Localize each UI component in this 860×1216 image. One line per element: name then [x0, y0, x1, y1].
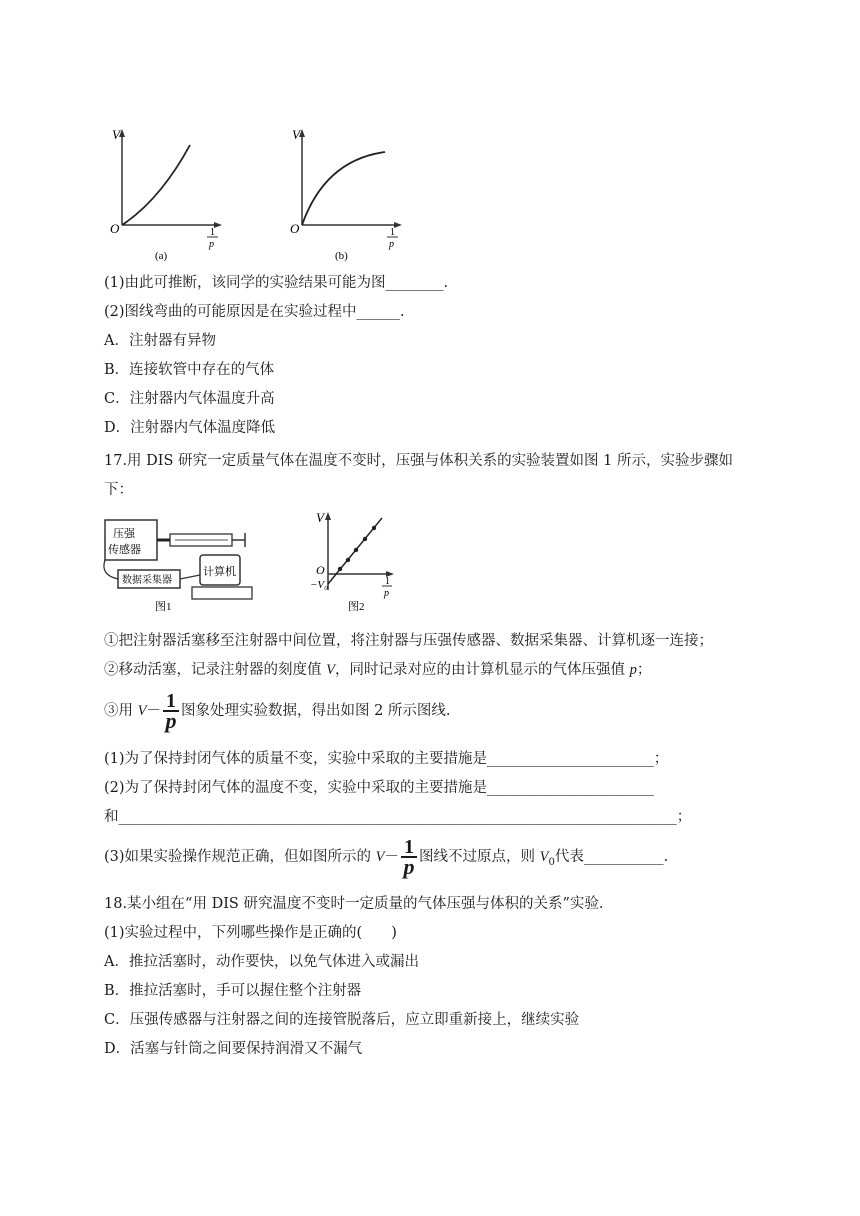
figure-a-origin: O	[110, 221, 120, 236]
figure-a-x-num: 1	[210, 227, 215, 238]
q17-step2-v: V	[326, 662, 335, 678]
q17-step3	[104, 690, 451, 732]
q17-step2-end: ；	[636, 662, 652, 678]
q17-step3-post: 图象处理实验数据，得出如图 2 所示图线.	[180, 703, 451, 719]
q17-step2	[104, 660, 651, 680]
figure-b-origin: O	[290, 221, 300, 236]
q17-sub3-dash: －	[384, 849, 400, 865]
q17-stem-line1: 17.用 DIS 研究一定质量气体在温度不变时，压强与体积关系的实验装置如图 1 所示，实验步骤如	[104, 453, 734, 469]
q18-option-c: C．压强传感器与注射器之间的连接管脱落后，应立即重新接上，继续实验	[104, 1012, 580, 1028]
q16-sub2: (2)图线弯曲的可能原因是在实验过程中______.	[104, 304, 405, 320]
q18-sub1: (1)实验过程中，下列哪些操作是正确的( )	[104, 925, 397, 941]
q16-option-c: C．注射器内气体温度升高	[104, 391, 275, 407]
figure-b-x-num: 1	[390, 227, 395, 238]
q16-option-a: A．注射器有异物	[104, 333, 216, 349]
q17-step3-fraction	[163, 690, 179, 733]
figure-b-graph	[280, 125, 410, 265]
q16-sub1: (1)由此可推断，该同学的实验结果可能为图________.	[104, 275, 449, 291]
q17-step2-pre: ②移动活塞，记录注射器的刻度值	[104, 662, 327, 678]
q17-sub3-frac-num: 1	[401, 838, 417, 858]
q17-sub3-v0-subscript: 0	[548, 856, 555, 868]
q17-stem-line2: 下：	[104, 482, 133, 498]
figure-b-y-label: V	[292, 127, 300, 142]
figure-2-x-den: p	[384, 588, 389, 599]
q17-step3-dash: －	[146, 703, 161, 719]
q17-sub3-v0: V	[539, 849, 549, 865]
figure-1-sensor-label-2: 传感器	[108, 544, 141, 556]
figure-1-collector-label: 数据采集器	[122, 575, 172, 586]
figure-1-sensor-label-1: 压强	[113, 528, 135, 540]
figure-2-graph	[310, 510, 410, 615]
figure-2-y-label: V	[316, 510, 324, 525]
q17-step3-frac-num: 1	[163, 692, 179, 712]
q17-sub3-frac-den: p	[403, 854, 415, 879]
figure-a-caption: (a)	[155, 250, 168, 262]
q17-sub2-line2: 和_____________________________________________________________________________；	[104, 809, 692, 825]
q18-option-b: B．推拉活塞时，手可以握住整个注射器	[104, 983, 362, 999]
q17-step2-mid: ，同时记录对应的由计算机显示的气体压强值	[334, 662, 630, 678]
q17-step3-pre: ③用	[104, 703, 138, 719]
figure-b-caption: (b)	[335, 250, 348, 262]
q17-sub1: (1)为了保持封闭气体的质量不变，实验中采取的主要措施是_______________________；	[104, 751, 669, 767]
q17-step3-v: V	[137, 703, 147, 719]
figure-2-origin: O	[316, 563, 325, 577]
q18-stem: 18.某小组在“用 DIS 研究温度不变时一定质量的气体压强与体积的关系”实验.	[104, 896, 604, 912]
q17-step1: ①把注射器活塞移至注射器中间位置，将注射器与压强传感器、数据采集器、计算机逐一连接；	[104, 633, 713, 649]
q18-option-d: D．活塞与针筒之间要保持润滑又不漏气	[104, 1041, 363, 1057]
q17-sub3-v: V	[375, 849, 385, 865]
figure-2-x-num: 1	[385, 576, 390, 587]
q17-sub3-end: 代表___________.	[554, 849, 669, 865]
q17-step3-frac-den: p	[165, 708, 177, 733]
q17-sub2-line1: (2)为了保持封闭气体的温度不变，实验中采取的主要措施是_______________________	[104, 780, 654, 796]
figure-a-y-label: V	[112, 127, 120, 142]
q17-sub3-pre: (3)如果实验操作规范正确，但如图所示的	[104, 849, 376, 865]
figure-1-computer-label: 计算机	[203, 566, 236, 578]
q17-sub3-post: 图线不过原点，则	[419, 849, 540, 865]
figure-2-v0-label: −V₀	[310, 579, 328, 591]
q17-sub3	[104, 836, 668, 884]
figure-a-x-den: p	[209, 239, 214, 250]
figure-a-graph	[100, 125, 230, 265]
q17-sub3-fraction	[401, 836, 417, 879]
q18-option-a: A．推拉活塞时，动作要快，以免气体进入或漏出	[104, 954, 419, 970]
figure-1-apparatus	[100, 515, 300, 615]
figure-2-caption: 图2	[348, 601, 365, 613]
figure-b-x-den: p	[389, 239, 394, 250]
figure-1-caption: 图1	[155, 601, 172, 613]
q16-option-d: D．注射器内气体温度降低	[104, 420, 276, 436]
q17-step2-p: p	[629, 662, 637, 678]
q16-option-b: B．连接软管中存在的气体	[104, 362, 275, 378]
